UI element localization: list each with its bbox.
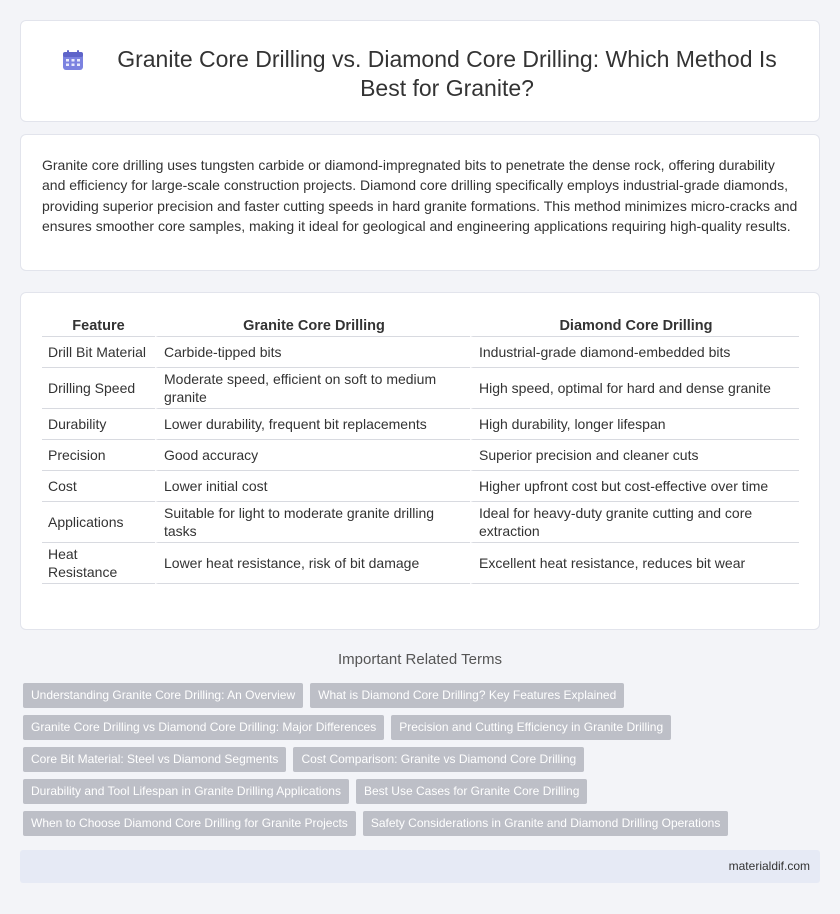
table-row [42,471,799,502]
row-granite: Lower durability, frequent bit replacements [155,409,470,440]
table-row [42,409,799,440]
row-granite: Moderate speed, efficient on soft to medium granite [155,368,470,409]
row-granite: Good accuracy [155,440,470,471]
row-granite: Suitable for light to moderate granite drilling tasks [155,502,470,543]
related-term-link[interactable]: What is Diamond Core Drilling? Key Features Explained [310,683,624,708]
header-feature: Feature [42,314,155,337]
table-row [42,440,799,471]
row-diamond: High speed, optimal for hard and dense granite [470,368,799,409]
related-term-link[interactable]: Cost Comparison: Granite vs Diamond Core Drilling [293,747,584,772]
table-row [42,543,799,584]
row-diamond: Ideal for heavy-duty granite cutting and core extraction [470,502,799,543]
table-row [42,502,799,543]
row-granite: Carbide-tipped bits [155,337,470,368]
intro-card [20,134,820,271]
related-term-link[interactable]: Precision and Cutting Efficiency in Granite Drilling [391,715,671,740]
row-diamond: Excellent heat resistance, reduces bit wear [470,543,799,584]
row-feature: Durability [42,409,155,440]
related-term-link[interactable]: Durability and Tool Lifespan in Granite Drilling Applications [23,779,349,804]
comparison-table [42,314,799,584]
row-feature: Applications [42,502,155,543]
header-granite: Granite Core Drilling [155,314,470,337]
table-row [42,368,799,409]
row-diamond: High durability, longer lifespan [470,409,799,440]
row-feature: Drilling Speed [42,368,155,409]
footer-site-name[interactable]: materialdif.com [728,859,810,873]
row-diamond: Industrial-grade diamond-embedded bits [470,337,799,368]
title-card [20,20,820,122]
header-diamond: Diamond Core Drilling [470,314,799,337]
row-feature: Precision [42,440,155,471]
related-term-link[interactable]: Best Use Cases for Granite Core Drilling [356,779,587,804]
row-granite: Lower heat resistance, risk of bit damage [155,543,470,584]
related-terms-title: Important Related Terms [338,651,502,668]
related-term-link[interactable]: Safety Considerations in Granite and Diamond Drilling Operations [363,811,729,836]
table-row [42,337,799,368]
related-term-link[interactable]: When to Choose Diamond Core Drilling for Granite Projects [23,811,356,836]
table-header-row [42,314,799,337]
row-diamond: Higher upfront cost but cost-effective over time [470,471,799,502]
comparison-card [20,292,820,630]
row-granite: Lower initial cost [155,471,470,502]
row-diamond: Superior precision and cleaner cuts [470,440,799,471]
footer-bar [20,850,820,883]
row-feature: Drill Bit Material [42,337,155,368]
related-terms-list [23,683,813,843]
row-feature: Heat Resistance [42,543,155,584]
related-term-link[interactable]: Core Bit Material: Steel vs Diamond Segments [23,747,286,772]
page-title: Granite Core Drilling vs. Diamond Core Drilling: Which Method Is Best for Granite? [117,46,777,101]
related-term-link[interactable]: Understanding Granite Core Drilling: An Overview [23,683,303,708]
row-feature: Cost [42,471,155,502]
related-term-link[interactable]: Granite Core Drilling vs Diamond Core Drilling: Major Differences [23,715,384,740]
intro-paragraph: Granite core drilling uses tungsten carbide or diamond-impregnated bits to penetrate the dense rock, offering durability and efficiency for large-scale construction projects. Diamond core drilling specifically employs industrial-grade diamonds, providing superior precision and faster cutting speeds in hard granite formations. This method minimizes micro-cracks and ensures smoother core samples, making it ideal for geological and engineering applications requiring high-quality results. [42,157,798,235]
